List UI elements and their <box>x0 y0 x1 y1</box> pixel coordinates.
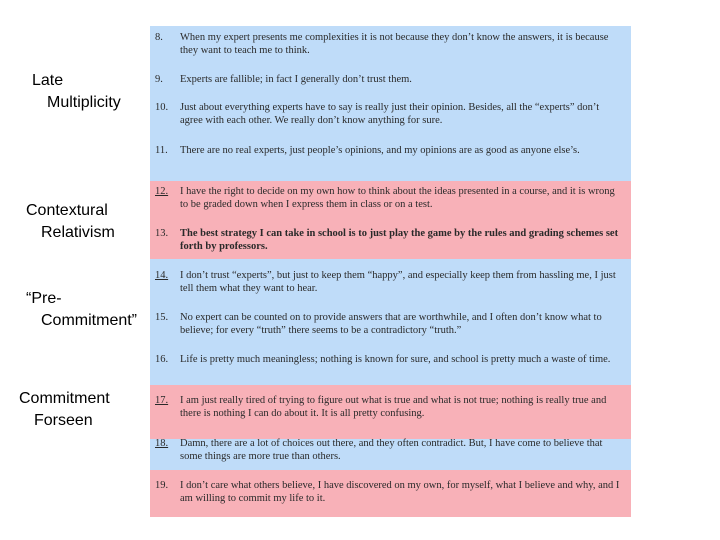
statement-number: 10. <box>155 102 169 113</box>
statement-text: I have the right to decide on my own how to think about the ideas presented in a course, and it is wrong to be graded down when I express them in class or on a test. <box>180 186 615 210</box>
statement-number: 12. <box>155 186 169 197</box>
statement-number: 13. <box>155 228 169 239</box>
statement-text: When my expert presents me complexities it is not because they don’t know the answers, it is because they want to teach me to think. <box>180 32 609 56</box>
side-label-2 <box>0 200 150 244</box>
statement-text: I don’t care what others believe, I have discovered on my own, for myself, what I believe and why, and I am willing to commit my life to it. <box>180 480 620 504</box>
side-label-line: Late <box>32 72 64 89</box>
statement-number: 17. <box>155 395 169 406</box>
statement-text: Just about everything experts have to say is really just their opinion. Besides, all the “experts” don’t agree with each other. We really don’t know anything for sure. <box>180 102 600 126</box>
statement-number: 14. <box>155 270 169 281</box>
side-label-line: “Pre- <box>26 290 62 307</box>
side-label-line: Contextural <box>26 202 108 219</box>
statement-text: There are no real experts, just people’s opinions, and my opinions are as good as anyone else’s. <box>180 145 580 156</box>
statement-text: Experts are fallible; in fact I generally don’t trust them. <box>180 74 412 85</box>
statement-text: Damn, there are a lot of choices out there, and they often contradict. But, I have come to believe that some things are more true than others. <box>180 438 603 462</box>
statement-text: Life is pretty much meaningless; nothing is known for sure, and school is pretty much a waste of time. <box>180 354 611 365</box>
statement-number: 19. <box>155 480 169 491</box>
statement-list-panel <box>150 26 631 517</box>
side-label-1 <box>0 70 150 114</box>
side-label-line: Relativism <box>41 224 115 241</box>
statement-number: 9. <box>155 74 163 85</box>
side-label-line: Multiplicity <box>47 94 121 111</box>
statement-number: 16. <box>155 354 169 365</box>
statement-number: 18. <box>155 438 169 449</box>
statement-text: I am just really tired of trying to figure out what is true and what is not true; nothing is really true and there is nothing I can do about it. It is all pretty confusing. <box>180 395 607 419</box>
statement-number: 8. <box>155 32 163 43</box>
statement-text: No expert can be counted on to provide answers that are worthwhile, and I often don’t know what to believe; for every “truth” there seems to be a contradictory “truth.” <box>180 312 602 336</box>
side-label-line: Commitment <box>19 390 110 407</box>
statement-number: 11. <box>155 145 168 156</box>
side-label-3 <box>0 288 150 332</box>
side-label-line: Forseen <box>34 412 93 429</box>
side-label-line: Commitment” <box>41 312 138 329</box>
side-label-4 <box>0 388 150 432</box>
statement-number: 15. <box>155 312 169 323</box>
statement-text: The best strategy I can take in school is to just play the game by the rules and grading schemes set forth by professors. <box>180 228 619 252</box>
statement-text: I don’t trust “experts”, but just to keep them “happy”, and especially keep them from hassling me, I just tell them what they want to hear. <box>180 270 616 294</box>
